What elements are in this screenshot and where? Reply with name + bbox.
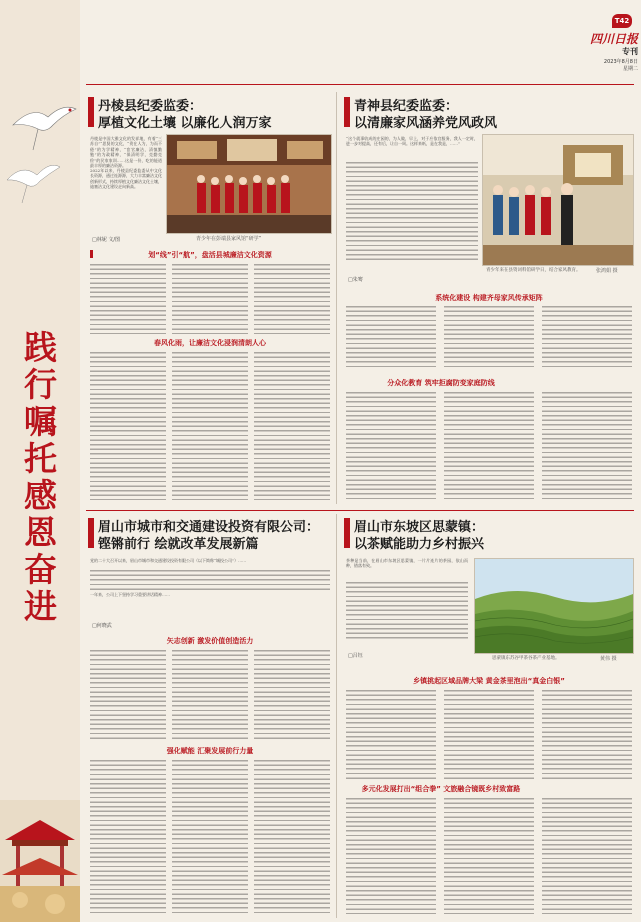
danleng-body-col1 xyxy=(90,264,166,334)
dongpo-body-col2 xyxy=(444,690,534,780)
dongpo-body-col5 xyxy=(444,798,534,914)
middle-rule xyxy=(86,510,634,511)
column-divider xyxy=(336,92,337,504)
column-title-text: 践行嘱托感恩奋进 xyxy=(19,330,58,626)
crane-illustration xyxy=(8,95,78,155)
column-divider xyxy=(336,514,337,918)
danleng-body-col4 xyxy=(90,352,166,500)
qingshen-author: □朱骞 xyxy=(348,277,363,283)
column-title xyxy=(18,330,58,626)
qingshen-subhead-1: 系统化建设 构建齐母家风传承矩阵 xyxy=(435,294,543,302)
dongpo-intro-body xyxy=(346,582,468,640)
invest-intro-body xyxy=(90,570,330,590)
section-label: 专刊 xyxy=(622,47,638,56)
dongpo-photo-credit: 黄伟 摄 xyxy=(600,656,617,662)
headline-flag xyxy=(88,97,94,127)
invest-body-col1 xyxy=(90,650,166,742)
page-badge: T42 xyxy=(612,14,632,28)
danleng-subhead-2: 春风化雨，让廉洁文化浸润清朗人心 xyxy=(154,339,266,347)
qingshen-body-col4 xyxy=(346,392,436,500)
dongpo-subhead-2: 多元化发展打出“组合拳” 文旅融合镜既乡村致富路 xyxy=(361,785,521,793)
qingshen-title-line2: 以清廉家风涵养党风政风 xyxy=(354,116,498,131)
qingshen-intro: “这个就事收成的庄园的，为人做，早上，对于应依官服务，我人一定时，进一步对提高，还有后，让自一周。这样来纸，是在我是，……” xyxy=(346,136,478,147)
danleng-title-line1: 丹棱县纪委监委： xyxy=(98,99,203,114)
qingshen-photo xyxy=(482,134,634,266)
top-rule xyxy=(86,84,634,85)
invest-subhead-1: 矢志创新 激发价值创造活力 xyxy=(166,637,254,645)
invest-body-col4 xyxy=(90,760,166,914)
dongpo-photo xyxy=(474,558,634,654)
qingshen-body-col2 xyxy=(444,306,534,370)
invest-body-col6 xyxy=(254,760,330,914)
dongpo-title-line1: 眉山市东坡区思蒙镇： xyxy=(354,520,485,535)
danleng-photo-caption: 青少年在彭端县家风馆“研学” xyxy=(196,236,262,242)
dongpo-intro: 茶种是当前，在眉山市东坡区思蒙镇，一片片连片的茶园，依山而种，错落有致。 xyxy=(346,558,468,569)
issue-date: 2023年8月8日 xyxy=(603,59,638,65)
crane-illustration xyxy=(2,155,62,205)
qingshen-photo-credit: 张鸿娟 摄 xyxy=(596,268,618,274)
dongpo-body-col6 xyxy=(542,798,632,914)
masthead xyxy=(580,14,638,76)
headline-flag xyxy=(88,518,94,548)
left-margin-column xyxy=(0,0,80,922)
qingshen-body-col1 xyxy=(346,306,436,370)
danleng-intro2: 2022年以来，丹棱县纪委监委从中文化长资源，通过连源源，大力丰富廉洁文化创新形式，持续厚植文化廉洁文化土壤，迪塞洁文化建设走向新高。 xyxy=(90,168,162,190)
issue-weekday: 星期二 xyxy=(622,66,638,72)
danleng-title-line2: 厚植文化土壤 以廉化人润万家 xyxy=(98,116,272,131)
danleng-photo xyxy=(166,134,332,234)
dongpo-author: □吕钰 xyxy=(348,653,363,659)
qingshen-body-col5 xyxy=(444,392,534,500)
dongpo-photo-caption: 思蒙镇东苏谷甲茶谷茶产业基地。 xyxy=(492,656,560,661)
pavilion-illustration xyxy=(0,800,80,922)
danleng-body-col3 xyxy=(254,264,330,334)
paper-name: 四川日报 xyxy=(589,32,638,46)
invest-intro: 党的二十大召开以来，眉山市城市和交通建设投资有限公司（以下简称“城投公司”）…… xyxy=(90,558,247,563)
dongpo-body-col4 xyxy=(346,798,436,914)
invest-author: □何晓武 xyxy=(92,623,112,629)
dongpo-body-col3 xyxy=(542,690,632,780)
danleng-author: □林妮 文/图 xyxy=(92,237,120,243)
invest-title-line1: 眉山市城市和交通建设投资有限公司： xyxy=(98,520,320,535)
headline-flag xyxy=(344,518,350,548)
danleng-body-col6 xyxy=(254,352,330,500)
danleng-subhead-1: 划“线”引“航”，盘活县城廉洁文化资源 xyxy=(148,251,272,259)
qingshen-intro-body xyxy=(346,162,478,260)
headline-flag xyxy=(344,97,350,127)
qingshen-subhead-2: 分众化教育 筑牢拒腐防变家庭防线 xyxy=(387,379,495,387)
invest-body-col3 xyxy=(254,650,330,742)
danleng-body-col2 xyxy=(172,264,248,334)
danleng-body-col5 xyxy=(172,352,248,500)
dongpo-subhead-1: 乡镇挑起区域品牌大梁 黄金茶里泡出“真金白银” xyxy=(413,677,565,685)
dongpo-title-line2: 以茶赋能助力乡村振兴 xyxy=(354,537,485,552)
invest-body-col5 xyxy=(172,760,248,914)
dongpo-body-col1 xyxy=(346,690,436,780)
danleng-intro: 丹棱是中国大雅文化的发祥地，有着“三苏自”“思贤的文化，“贵在人为，为而不倦”的为学精神，“宦官廉洁，清慎勤勉”的为政精神，“保清明学，克勤克俭”的民家家训……这是一份，吃的能道最丰厚的廉洁资源。 xyxy=(90,136,162,169)
invest-subhead-2: 强化赋能 汇聚发展前行力量 xyxy=(166,747,254,755)
invest-title-line2: 铿锵前行 绘就改革发展新篇 xyxy=(98,537,259,552)
qingshen-photo-caption: 青少年来在县资词料馆研学日，结合家风教育。 xyxy=(486,268,581,273)
qingshen-title-line1: 青神县纪委监委： xyxy=(354,99,459,114)
qingshen-body-col6 xyxy=(542,392,632,500)
invest-body-col2 xyxy=(172,650,248,742)
invest-intro2: 一年来，公司上下坚持学习重要讲话精神…… xyxy=(90,592,170,597)
qingshen-body-col3 xyxy=(542,306,632,370)
